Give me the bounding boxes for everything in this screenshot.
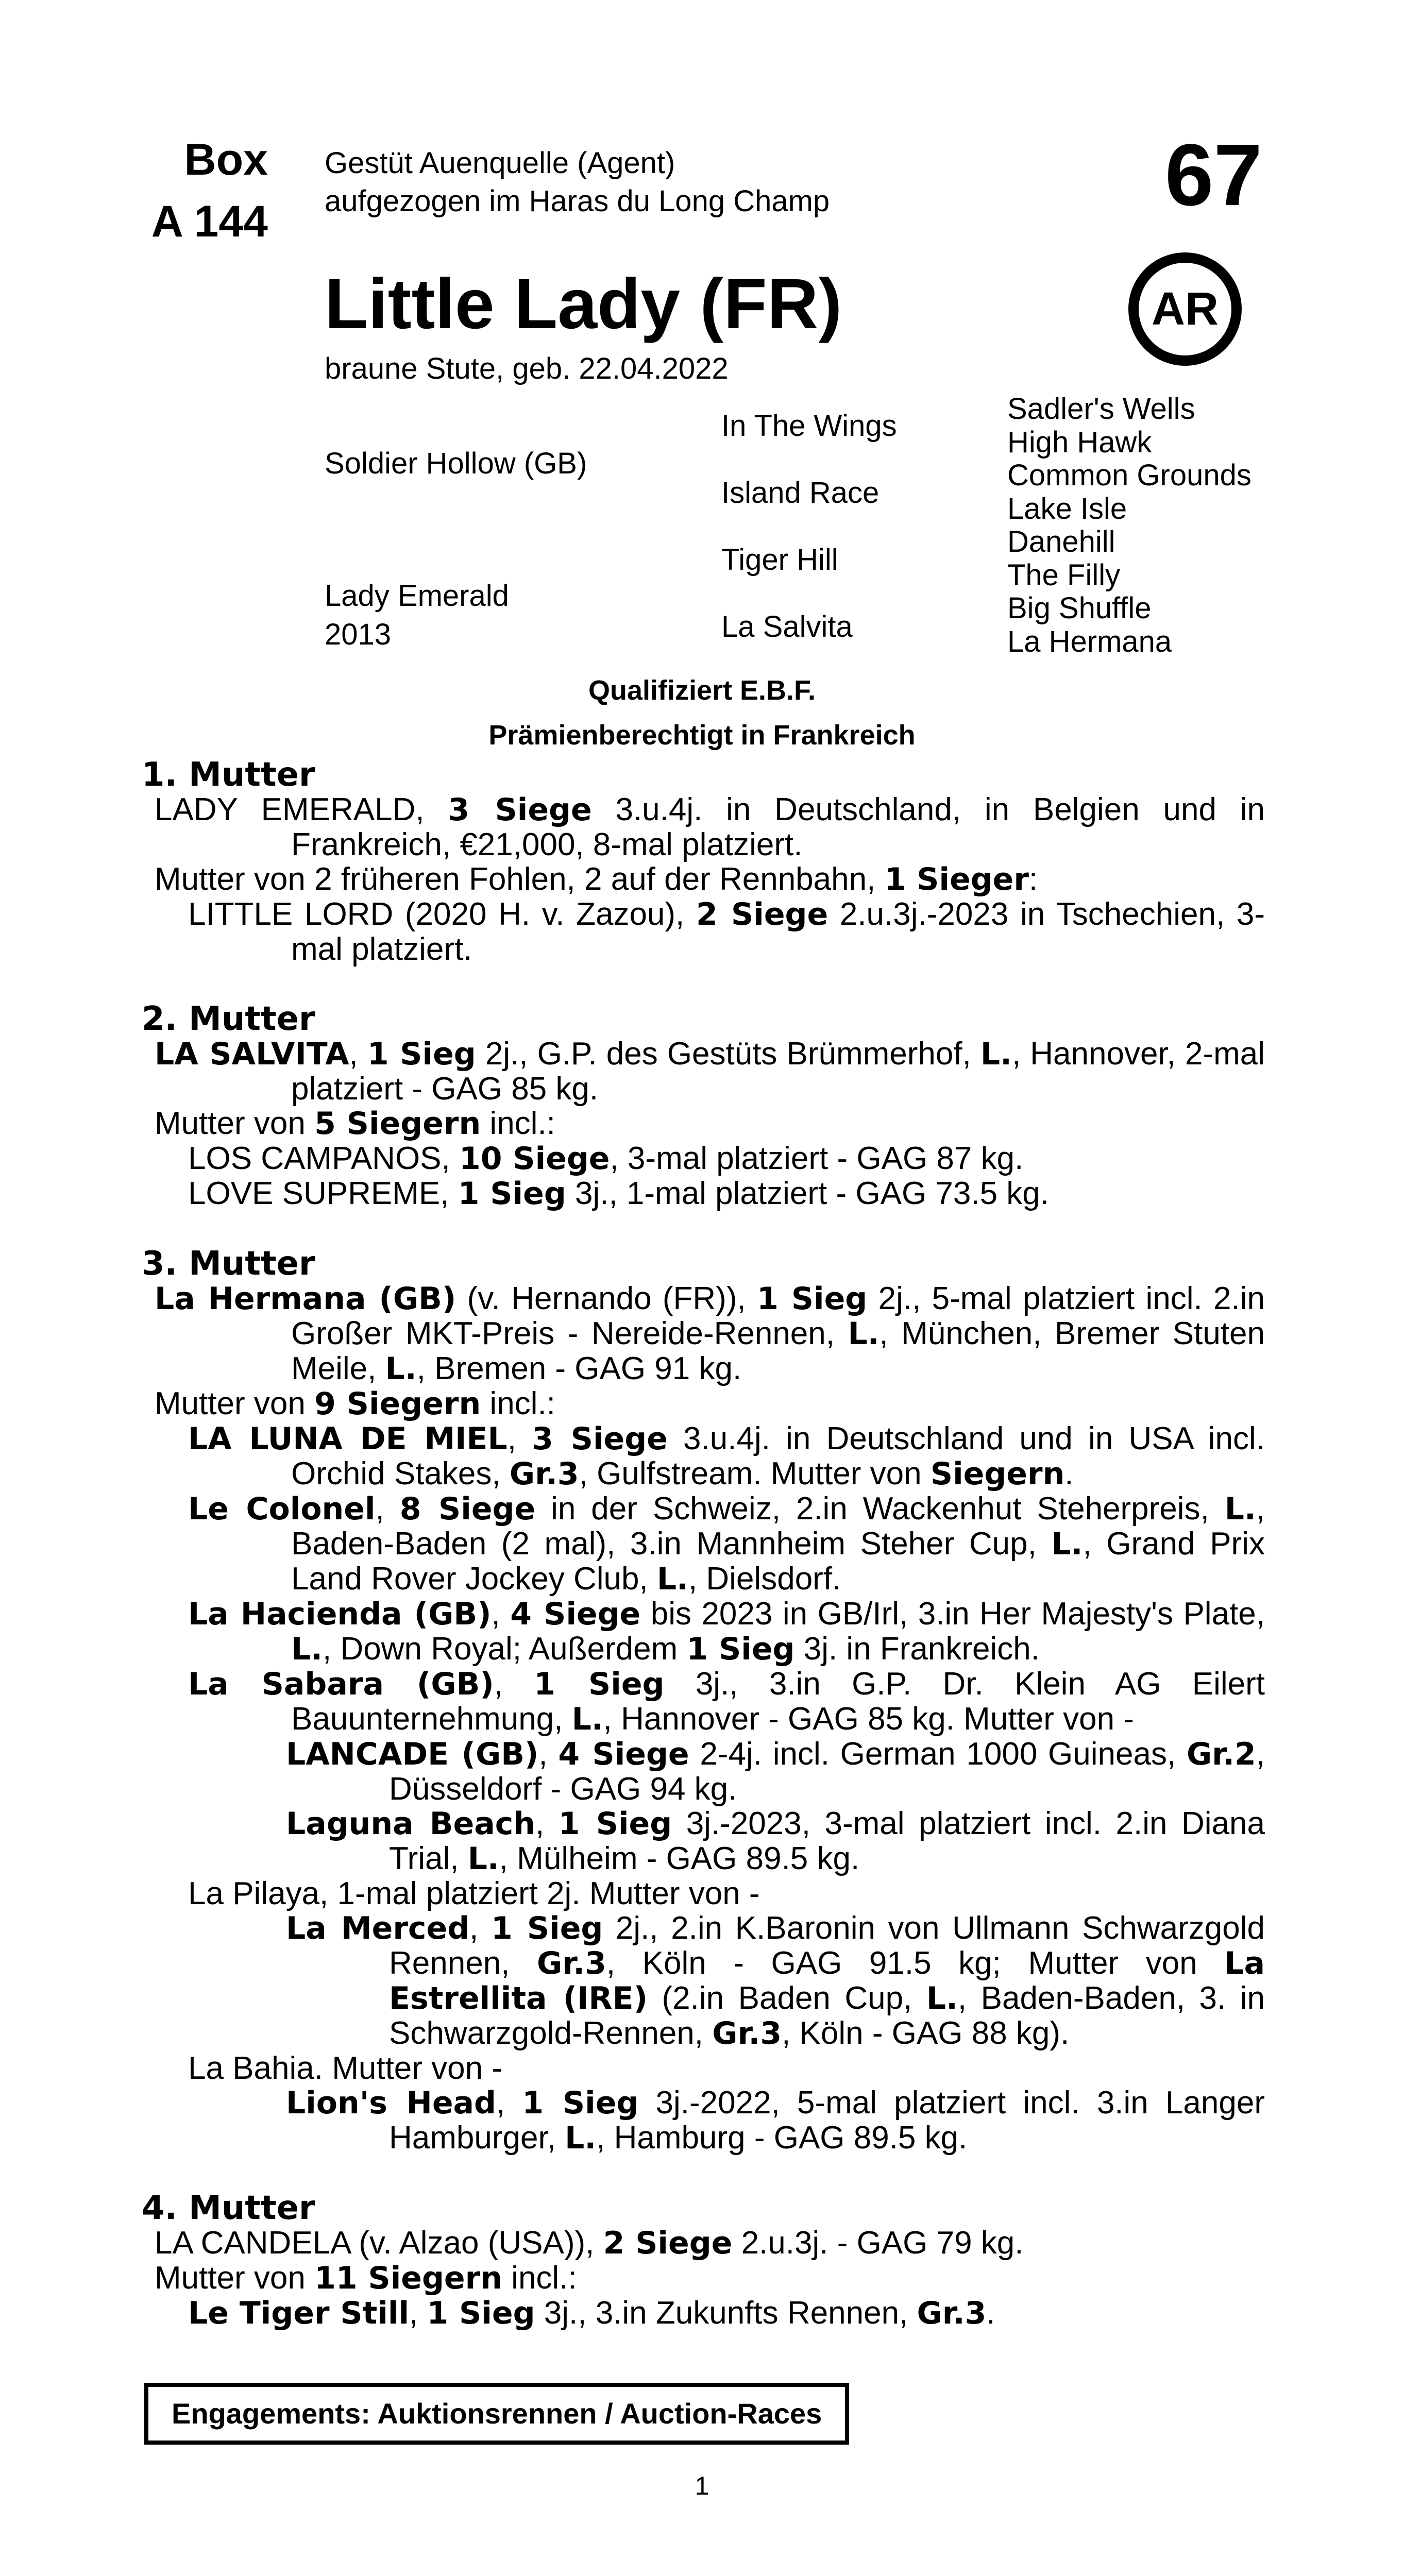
produce-entry: LA LUNA DE MIEL, 3 Siege 3.u.4j. in Deutschland und in USA incl. Orchid Stakes, Gr.3, Gulfstream. Mutter von Siegern.	[188, 1421, 1265, 1492]
produce-entry: LANCADE (GB), 4 Siege 2-4j. incl. German 1000 Guineas, Gr.2, Düsseldorf - GAG 94 kg.	[286, 1736, 1265, 1807]
section-title: 1. Mutter	[142, 756, 315, 794]
agent-line: Gestüt Auenquelle (Agent)	[325, 146, 675, 180]
section-2nd-dam	[142, 1002, 1265, 1211]
produce-entry: Le Tiger Still, 1 Sieg 3j., 3.in Zukunfts Rennen, Gr.3.	[188, 2295, 995, 2331]
section-3rd-dam	[142, 1246, 1265, 2156]
produce-entry: Le Colonel, 8 Siege in der Schweiz, 2.in Wackenhut Steherpreis, L., Baden-Baden (2 mal), 3.in Mannheim Steher Cup, L., Grand Prix Land Rover Jockey Club, L., Dielsdorf.	[188, 1491, 1265, 1597]
great-grandparent: La Hermana	[1007, 624, 1172, 658]
qualification-ebf: Qualifiziert E.B.F.	[588, 675, 816, 706]
agent-info	[325, 144, 830, 221]
lot-number: 67	[1164, 126, 1262, 224]
great-grandparent: Big Shuffle	[1007, 591, 1152, 625]
dam-produce: Mutter von 11 Siegern incl.:	[155, 2260, 577, 2296]
ar-badge: AR	[1128, 252, 1242, 366]
produce-entry: La Bahia. Mutter von -	[188, 2050, 502, 2086]
dam-produce: Mutter von 9 Siegern incl.:	[155, 1386, 555, 1422]
grandparent: Tiger Hill	[721, 543, 838, 577]
produce-entry: Laguna Beach, 1 Sieg 3j.-2023, 3-mal platziert incl. 2.in Diana Trial, L., Mülheim - GAG 89.5 kg.	[286, 1806, 1265, 1877]
dam-entry: La Hermana (GB) (v. Hernando (FR)), 1 Sieg 2j., 5-mal platziert incl. 2.in Großer MKT-Preis - Nereide-Rennen, L., München, Bremer Stuten Meile, L., Bremen - GAG 91 kg.	[155, 1281, 1265, 1387]
dam-produce: Mutter von 2 früheren Fohlen, 2 auf der Rennbahn, 1 Sieger:	[155, 861, 1038, 897]
breeder-line: aufgezogen im Haras du Long Champ	[325, 184, 830, 218]
grandparent: In The Wings	[721, 409, 897, 443]
section-1st-dam	[142, 757, 1265, 967]
horse-description: braune Stute, geb. 22.04.2022	[325, 352, 729, 385]
dam-entry: LA CANDELA (v. Alzao (USA)), 2 Siege 2.u.3j. - GAG 79 kg.	[155, 2225, 1024, 2261]
produce-entry: LITTLE LORD (2020 H. v. Zazou), 2 Siege 2.u.3j.-2023 in Tschechien, 3-mal platziert.	[188, 896, 1265, 967]
box-number: A 144	[151, 197, 268, 246]
great-grandparents	[1007, 393, 1251, 658]
dam-produce: Mutter von 5 Siegern incl.:	[155, 1106, 555, 1142]
great-grandparent: Common Grounds	[1007, 459, 1251, 492]
section-title: 2. Mutter	[142, 1000, 315, 1038]
great-grandparent: The Filly	[1007, 558, 1121, 592]
horse-name: Little Lady (FR)	[325, 264, 842, 344]
section-title: 3. Mutter	[142, 1245, 315, 1283]
dam-entry: LADY EMERALD, 3 Siege 3.u.4j. in Deutschland, in Belgien und in Frankreich, €21,000, 8-mal platziert.	[155, 792, 1265, 862]
dam-entry: LA SALVITA, 1 Sieg 2j., G.P. des Gestüts Brümmerhof, L., Hannover, 2-mal platziert - GAG 85 kg.	[155, 1036, 1265, 1107]
great-grandparent: Lake Isle	[1007, 492, 1127, 526]
produce-entry: LOVE SUPREME, 1 Sieg 3j., 1-mal platziert - GAG 73.5 kg.	[188, 1176, 1050, 1212]
family-content	[142, 757, 1265, 2331]
page-number: 1	[695, 2471, 709, 2500]
produce-entry: LOS CAMPANOS, 10 Siege, 3-mal platziert - GAG 87 kg.	[188, 1141, 1024, 1177]
section-title: 4. Mutter	[142, 2189, 315, 2227]
section-4th-dam	[142, 2191, 1265, 2331]
produce-entry: La Merced, 1 Sieg 2j., 2.in K.Baronin von Ullmann Schwarzgold Rennen, Gr.3, Köln - GAG 91.5 kg; Mutter von La Estrellita (IRE) (2.in Baden Cup, L., Baden-Baden, 3. in Schwarzgold-Rennen, Gr.3, Köln - GAG 88 kg).	[286, 1910, 1265, 2052]
engagements-box: Engagements: Auktionsrennen / Auction-Races	[144, 2383, 849, 2445]
sire: Soldier Hollow (GB)	[325, 447, 587, 480]
great-grandparent: High Hawk	[1007, 425, 1152, 459]
produce-entry: Lion's Head, 1 Sieg 3j.-2022, 5-mal platziert incl. 3.in Langer Hamburger, L., Hamburg - GAG 89.5 kg.	[286, 2085, 1265, 2156]
box-label: Box	[184, 135, 268, 184]
produce-entry: La Pilaya, 1-mal platziert 2j. Mutter von -	[188, 1876, 760, 1911]
great-grandparent: Sadler's Wells	[1007, 392, 1195, 426]
produce-entry: La Sabara (GB), 1 Sieg 3j., 3.in G.P. Dr. Klein AG Eilert Bauunternehmung, L., Hannover - GAG 85 kg. Mutter von -	[188, 1666, 1265, 1737]
produce-entry: La Hacienda (GB), 4 Siege bis 2023 in GB/Irl, 3.in Her Majesty's Plate, L., Down Royal; Außerdem 1 Sieg 3j. in Frankreich.	[188, 1596, 1265, 1667]
dam-year: 2013	[325, 618, 392, 651]
great-grandparent: Danehill	[1007, 525, 1115, 558]
grandparent: La Salvita	[721, 610, 853, 643]
dam: Lady Emerald	[325, 579, 509, 613]
grandparent: Island Race	[721, 476, 879, 510]
qualification-france: Prämienberechtigt in Frankreich	[488, 720, 916, 751]
